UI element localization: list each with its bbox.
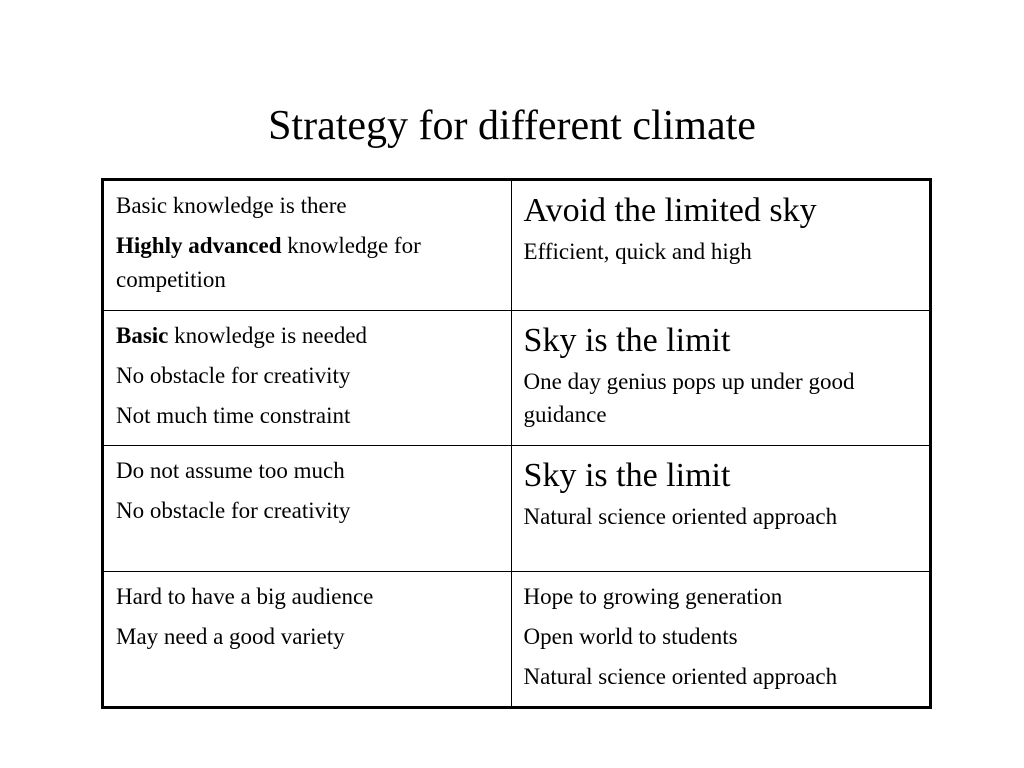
- table-cell-left: [103, 311, 512, 446]
- table-row: [103, 446, 931, 572]
- bold-text: Basic: [116, 323, 169, 348]
- table-cell-right: [511, 311, 930, 446]
- table-cell-left: [103, 180, 512, 311]
- table-row: [103, 180, 931, 311]
- cell-text-rest: knowledge is needed: [168, 323, 368, 348]
- cell-text: Not much time constraint: [116, 403, 351, 428]
- cell-text: [116, 229, 501, 297]
- table-cell-right: [511, 572, 930, 708]
- cell-text: Natural science oriented approach: [523, 504, 838, 529]
- table-cell-right: [511, 180, 930, 311]
- bold-text: Highly advanced: [116, 233, 282, 258]
- cell-text: Open world to students: [523, 624, 738, 649]
- table-cell-left: [103, 446, 512, 572]
- cell-text: No obstacle for creativity: [116, 498, 351, 523]
- cell-heading: Sky is the limit: [523, 457, 731, 494]
- table-row: [103, 311, 931, 446]
- table-row: [103, 572, 931, 708]
- cell-text: Hope to growing generation: [523, 584, 783, 609]
- cell-text: Efficient, quick and high: [523, 239, 752, 264]
- cell-text: Do not assume too much: [116, 458, 345, 483]
- table-cell-left: [103, 572, 512, 708]
- cell-heading: Avoid the limited sky: [523, 192, 817, 229]
- cell-text: Natural science oriented approach: [523, 664, 838, 689]
- cell-text: [116, 319, 501, 352]
- cell-text: One day genius pops up under good guidance: [523, 369, 855, 427]
- cell-text-rest: knowledge for competition: [116, 233, 421, 292]
- cell-text: Basic knowledge is there: [116, 193, 347, 218]
- cell-text: No obstacle for creativity: [116, 363, 351, 388]
- cell-text: May need a good variety: [116, 624, 345, 649]
- strategy-table: [101, 178, 932, 709]
- table-cell-right: [511, 446, 930, 572]
- cell-heading: Sky is the limit: [523, 322, 731, 359]
- slide-title: Strategy for different climate: [268, 103, 756, 149]
- cell-text: Hard to have a big audience: [116, 584, 374, 609]
